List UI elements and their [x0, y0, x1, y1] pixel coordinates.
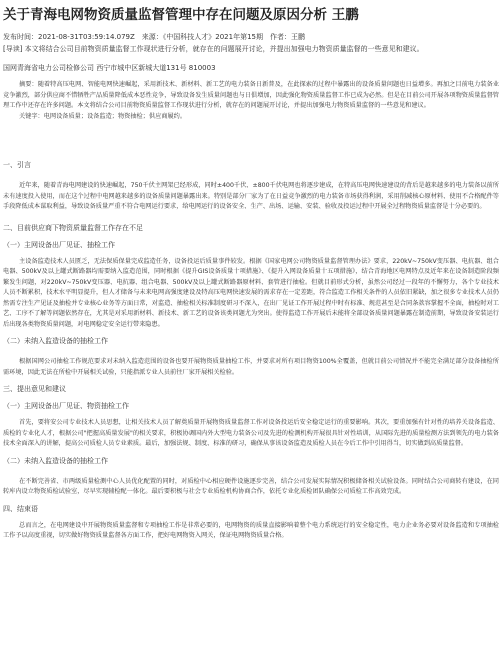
paragraph-3-1: 首先，要将安公司专业技术人员思想，让相关技术人员了解奠质量开展物资质量监督工作对设备投运后安全稳定运行的重要影响。其次，要重加强有针对性的培养关设备监造、质检的专业化人才，根据公司"把握高质量发展"的相关要求，积极协调国内外大型电力装备公司及先进的检测机构开展很具针对性培训，从国际先进的质量检测方法到领先的电力装备技术全面深入的讲解，提高公司质检人员专业素质。最后，加强法规、制度、标准的研习，确保从事该设备监造及质检人员在今后工作中引用得当，切实做到高质量监督。: [3, 419, 499, 447]
section-heading-3: 三、提出意见和建议: [3, 385, 66, 393]
article-meta: 发布时间：2021-08-31T03:59:14.079Z 来源：《中国科技人才》2021年第15期 作者：王鹏: [3, 33, 305, 41]
subsection-heading-3-2: （二）未纳入监造设备的抽检工作: [3, 456, 108, 465]
article-title: 关于青海电网物资质量监督管理中存在问题及原因分析 王鹏: [3, 7, 359, 23]
subsection-heading-2-2: （二）未纳入监造设备的抽检工作: [3, 337, 108, 345]
section-heading-4: 四、结束语: [3, 504, 38, 513]
paragraph-3-2: 在不断完善省、市两级质量检测中心人员优化配置的同时，对质检中心相应硬件设施逐步完善，结合公司发展实际情况积极储备相关试验设备。同时结合公司商转有建设，在同转库内设立物资质检试验室，尽早实现辅检配一体化。最后要积极与社会专业质检机构协商合作，依托专业化质检团队确保公司质检工作高效完成。: [3, 477, 499, 495]
paragraph-2-1: 主设备监造技术人员匮乏，无法保质保量完成监造任务，设备投运后质量事件较发。根据《国家电网公司物资质量监督管理办法》要求，220kV~750kV变压器、电抗器、组合电器、500kV及以上罐式断路器均需要纳入监造范围，同时根据《提升GIS设备质量十项措施》、《提升入网设备质量十五项措施》，结合青海地区电网特点及近年来在设备制造阶段频繁发生问题，对220kV~750kV变压器、电抗器、组合电器、500kV及以上罐式断路器原材料、套管进行抽检。但就目前形式分析，虽然公司经过一段年的不懈努力，各个专业技术人员不断累积，技术水平明显提升，但人才储备与未来电网高强度建设及特高压电网快速发展的需求存在一定差距，符合监造工作相关条件的人员依旧紧缺，加之很多专业技术人员仍然需专注生产见证及抽检并专业核心业务等方面日常，对监造、抽检相关标准制度研习不深入，在出厂见证工作开展过程中时有标准、规范甚至是合同条款容掌握不全面，抽检时对工艺、工序不了解等问题依然存在，尤其是对采用新材料、新技术、新工艺的设备该类问题尤为突出。使得监造工作开展后未能将全部设备质量问题暴露在制造前期，导致设备安装运行后出现各类物资质量问题，对电网稳定安全运行带来隐患。: [3, 257, 499, 328]
author-affiliation: 国网青海省电力公司检修公司 西宁市城中区新城大道131号 810003: [3, 64, 216, 72]
paragraph-2-2: 根据国网公司抽检工作规范要求对未纳入监造范围的设备也要开展物资质量抽检工作，并要求对所有项目物资100%全覆盖，但就目前公司情况并不能完全满足部分设备抽检所需环境，因此无法在所检中开展相关试验，只能指派专业人员前往厂家开展相关检验。: [3, 358, 499, 376]
article-summary: [导读] 本文将结合公司目前物资质量监督工作现状进行分析，就存在的问题展开讨论，并提出加强电力物资质量监督的一些意见和建议。: [3, 45, 424, 53]
subsection-heading-3-1: （一）主网设备出厂见证、物资抽检工作: [3, 402, 129, 410]
section-heading-intro: 一、引言: [3, 161, 31, 169]
keywords: 关键字：电网设备质量；设备监造；物资抽检；供应商履约。: [19, 112, 187, 120]
abstract: 摘要：随着特高压电网、智能电网快速崛起，采用新技术、新材料、新工艺的电力装备日新普及，在此探索的过程中暴露出的设备质量问题也日益增多。再加之目前电力装备业竞争激烈，部分供应商不惜牺牲产品质量降低成本恶性竞争，导致设备发生质量问题也与日俱增加，因此强化物资质量监督工作已成为必然。但是在目前公司开展各项物资质量监督管理工作中还存在许多问题。本文将结合公司目前物资质量监督工作现状进行分析，就存在的问题展开讨论，并提出加强电力物资质量监督的一些意见和建议。: [3, 81, 499, 109]
subsection-heading-2-1: （一）主网设备出厂见证、抽检工作: [3, 240, 115, 249]
paragraph-4: 总而言之，在电网建设中开展物资质量监督和专项抽检工作是非常必要的，电网物资的质量直接影响着整个电力系统运行的安全稳定性，电力企业务必要对设备监造和专项抽检工作予以高度重视，切实做好物资质量监督各方面工作，把好电网物资入网关，保证电网物资质量合格。: [3, 521, 499, 539]
intro-paragraph: 近年来，随着青海电网建设的快速崛起，750千伏主网架已经形成，同时±400千伏、±800千伏电网也将逐步建成，在特高压电网快速建设的背后是越来越多的电力装备以前所未有速度投入使用，而在这个过程中电网越来越多的设备质量问题暴露出来。特别是部分厂家为了在日益竞争激烈的电力装备市场获得利润，采用削减核心原材料、使用不合格配件等手段降低成本谋取利益，导致设备质量严重不符合电网运行要求，给电网运行的设备安全、生产、出场、运输、安装、验收及投运过程中开展全过程物资质量监督是十分必要的。: [3, 182, 499, 210]
section-heading-2: 二、目前供应商下物资质量监督工作存在不足: [3, 223, 143, 232]
